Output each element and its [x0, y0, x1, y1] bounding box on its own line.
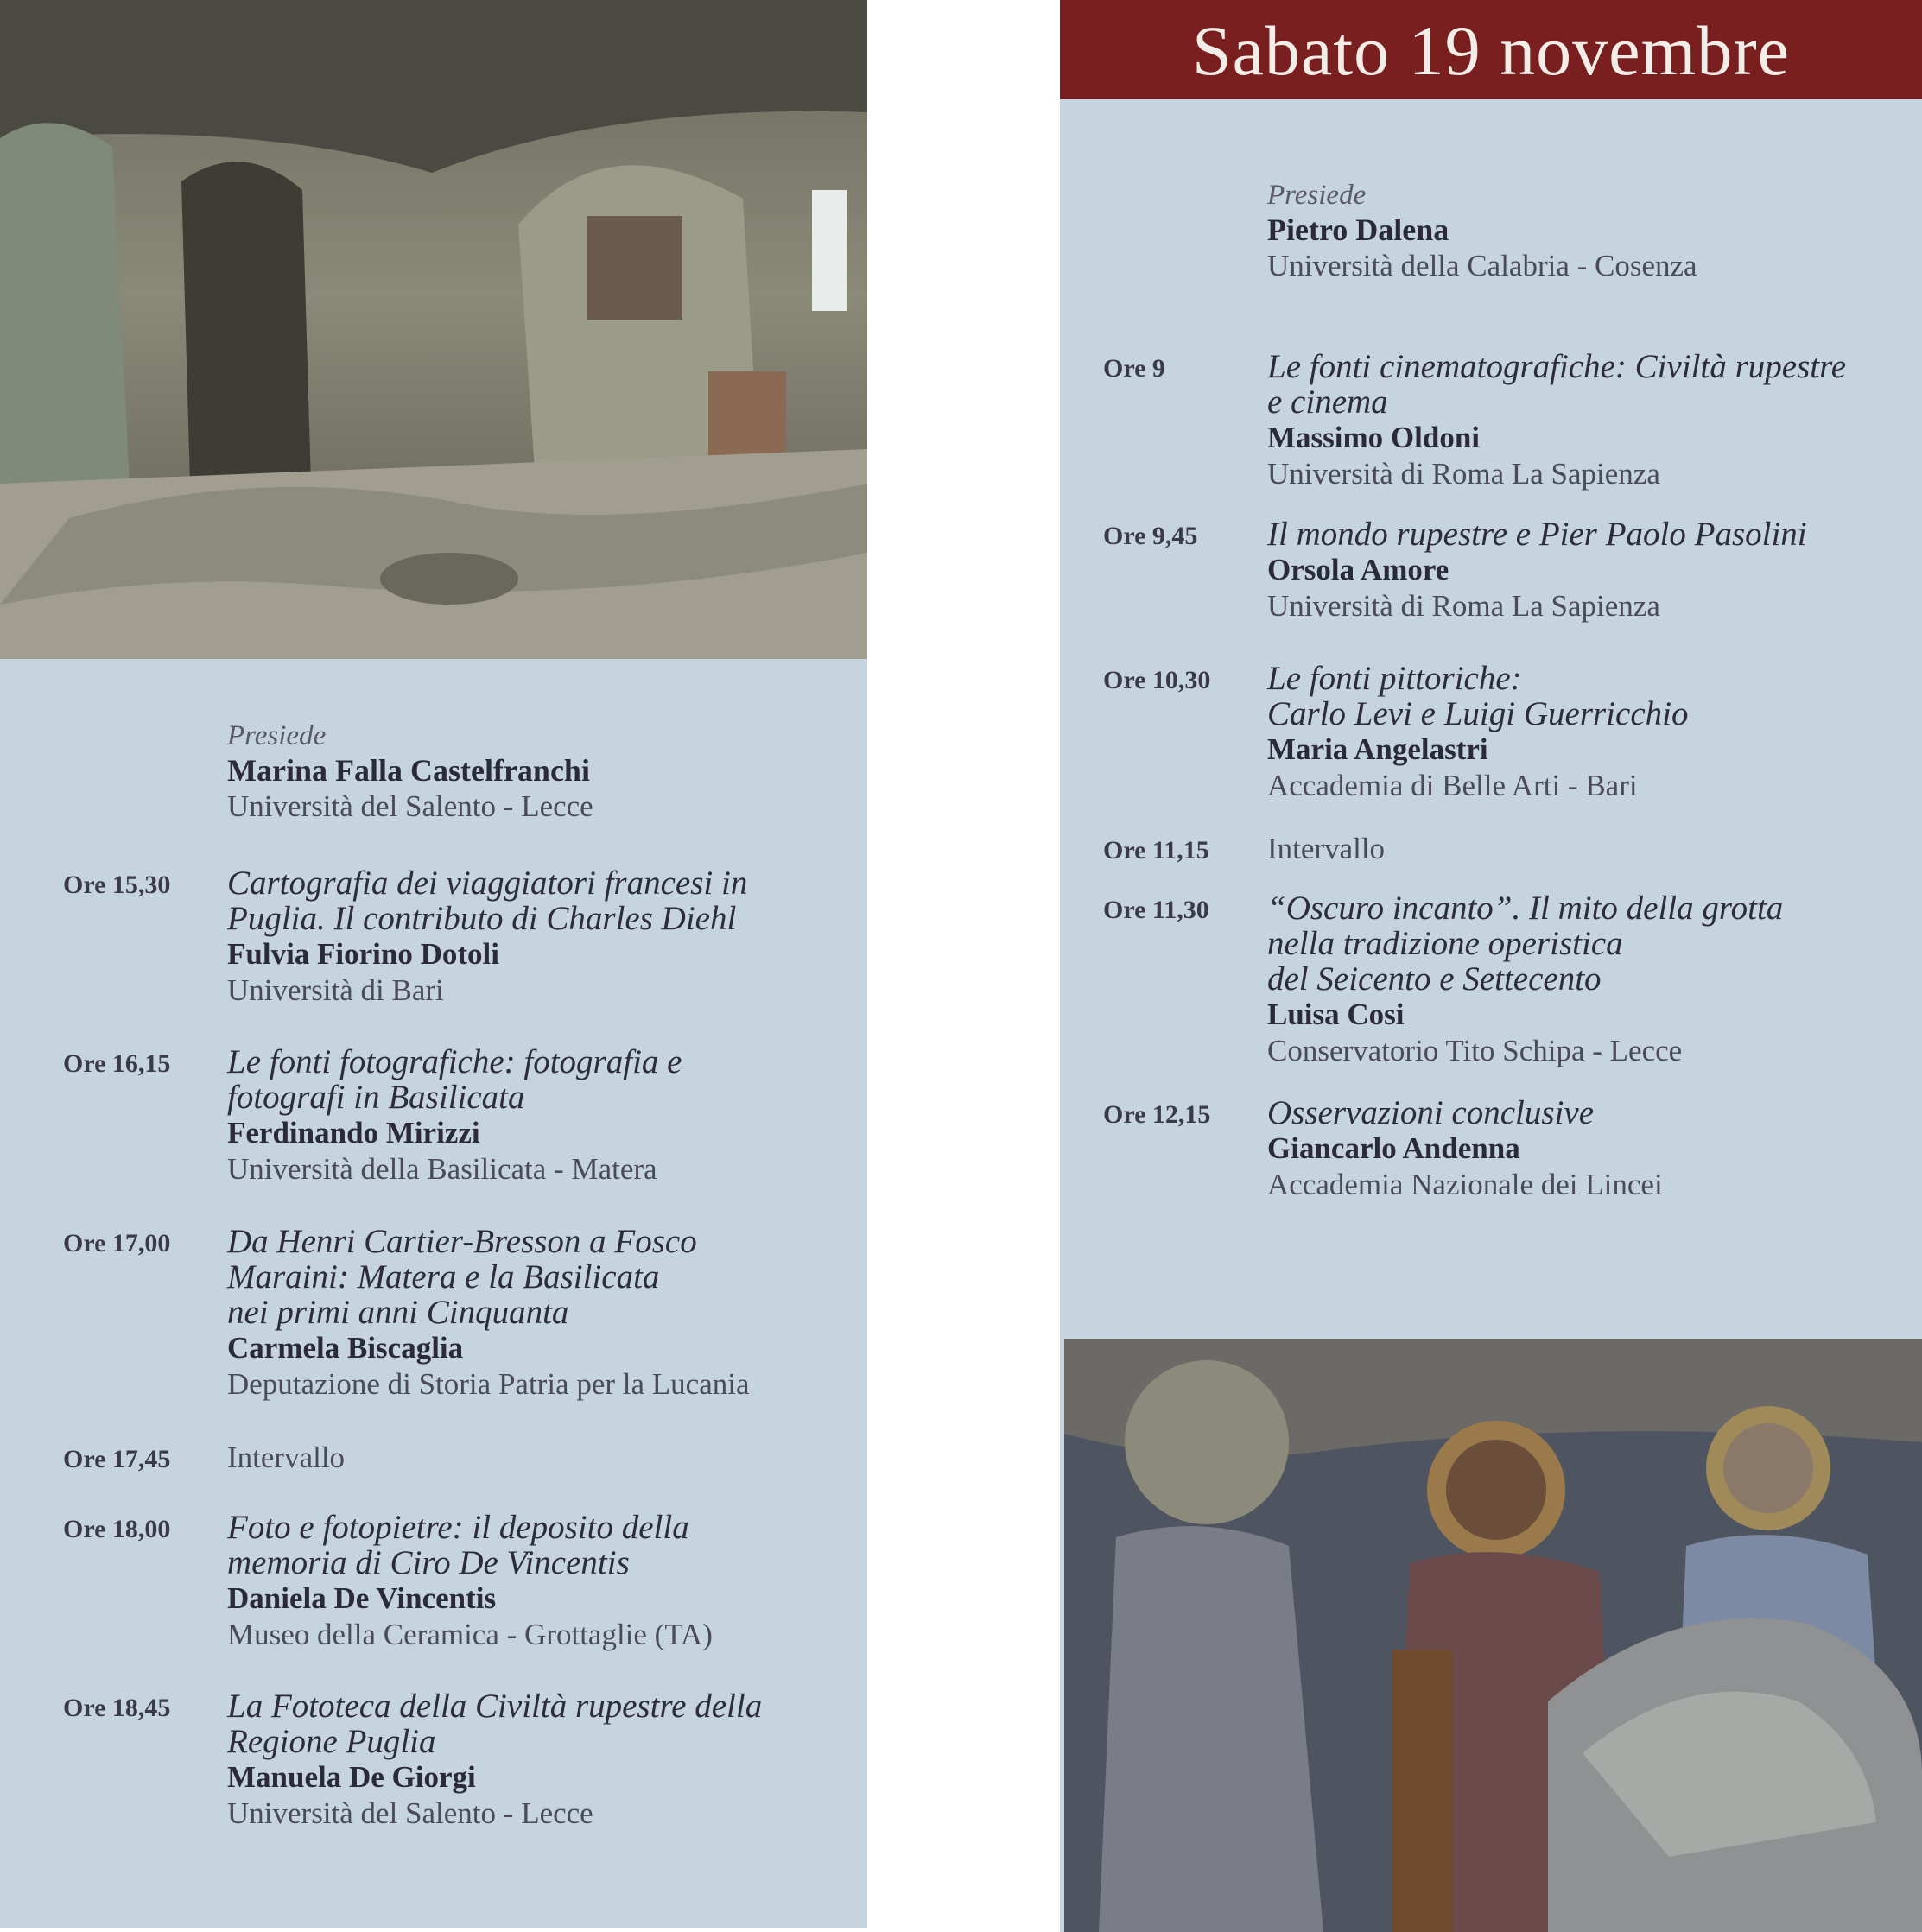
speaker-name: Luisa Cosi [1267, 998, 1405, 1031]
time-label: Ore 18,45 [63, 1694, 171, 1722]
preside-label: Presiede [227, 720, 327, 751]
talk-title: La Fototeca della Civiltà rupestre della Regione Puglia [227, 1688, 763, 1760]
fresco-saints-photo [1064, 1339, 1922, 1932]
break-label: Intervallo [227, 1441, 346, 1474]
time-label: Ore 16,15 [63, 1049, 171, 1078]
talk-title: Foto e fotopietre: il deposito della memoria di Ciro De Vincentis [227, 1509, 689, 1581]
talk-title: “Oscuro incanto”. Il mito della grotta nella tradizione operistica del Seicento e Settecento [1267, 890, 1784, 998]
break-label: Intervallo [1267, 832, 1386, 865]
speaker-affiliation: Università del Salento - Lecce [227, 1796, 593, 1830]
right-preside-block [1267, 180, 1697, 284]
speaker-name: Massimo Oldoni [1267, 421, 1481, 454]
cave-interior-photo [0, 0, 867, 659]
talk-title: Osservazioni conclusive [1267, 1094, 1595, 1131]
time-label: Ore 17,00 [63, 1229, 171, 1257]
time-label: Ore 10,30 [1103, 666, 1211, 694]
time-label: Ore 18,00 [63, 1515, 171, 1543]
day-title: Sabato 19 novembre [1191, 11, 1791, 90]
preside-name: Pietro Dalena [1267, 212, 1449, 247]
speaker-affiliation: Conservatorio Tito Schipa - Lecce [1267, 1034, 1683, 1067]
speaker-affiliation: Università della Basilicata - Matera [227, 1152, 657, 1186]
time-label: Ore 9,45 [1103, 522, 1198, 550]
talk-title: Le fonti pittoriche: Carlo Levi e Luigi Guerricchio [1267, 660, 1689, 732]
preside-affiliation: Università del Salento - Lecce [227, 789, 593, 823]
time-label: Ore 12,15 [1103, 1100, 1211, 1129]
speaker-name: Maria Angelastri [1267, 732, 1488, 766]
preside-label: Presiede [1267, 180, 1367, 211]
talk-title: Cartografia dei viaggiatori francesi in Puglia. Il contributo di Charles Diehl [227, 865, 748, 937]
speaker-affiliation: Museo della Ceramica - Grottaglie (TA) [227, 1618, 713, 1651]
time-label: Ore 15,30 [63, 871, 171, 899]
preside-name: Marina Falla Castelfranchi [227, 753, 590, 788]
talk-title: Il mondo rupestre e Pier Paolo Pasolini [1267, 516, 1807, 553]
talk-title: Da Henri Cartier-Bresson a Fosco Maraini: Matera e la Basilicata nei primi anni Cinquanta [227, 1223, 697, 1331]
speaker-affiliation: Università di Roma La Sapienza [1267, 457, 1660, 491]
speaker-name: Giancarlo Andenna [1267, 1131, 1520, 1165]
speaker-name: Fulvia Fiorino Dotoli [227, 937, 499, 971]
speaker-affiliation: Università di Bari [227, 973, 444, 1007]
speaker-name: Daniela De Vincentis [227, 1581, 497, 1615]
time-label: Ore 11,30 [1103, 896, 1209, 924]
time-label: Ore 9 [1103, 354, 1165, 383]
speaker-affiliation: Accademia Nazionale dei Lincei [1267, 1168, 1663, 1201]
speaker-name: Carmela Biscaglia [227, 1331, 464, 1365]
speaker-name: Manuela De Giorgi [227, 1760, 476, 1794]
talk-title: Le fonti cinematografiche: Civiltà rupestre e cinema [1267, 348, 1847, 421]
preside-affiliation: Università della Calabria - Cosenza [1267, 249, 1697, 282]
left-preside-block [227, 720, 593, 825]
time-label: Ore 17,45 [63, 1445, 171, 1473]
speaker-name: Ferdinando Mirizzi [227, 1116, 480, 1150]
speaker-name: Orsola Amore [1267, 553, 1449, 586]
speaker-affiliation: Deputazione di Storia Patria per la Lucania [227, 1367, 750, 1401]
day-header [1060, 0, 1922, 99]
speaker-affiliation: Università di Roma La Sapienza [1267, 589, 1660, 623]
time-label: Ore 11,15 [1103, 836, 1209, 865]
talk-title: Le fonti fotografiche: fotografia e fotografi in Basilicata [227, 1043, 682, 1116]
speaker-affiliation: Accademia di Belle Arti - Bari [1267, 769, 1638, 802]
